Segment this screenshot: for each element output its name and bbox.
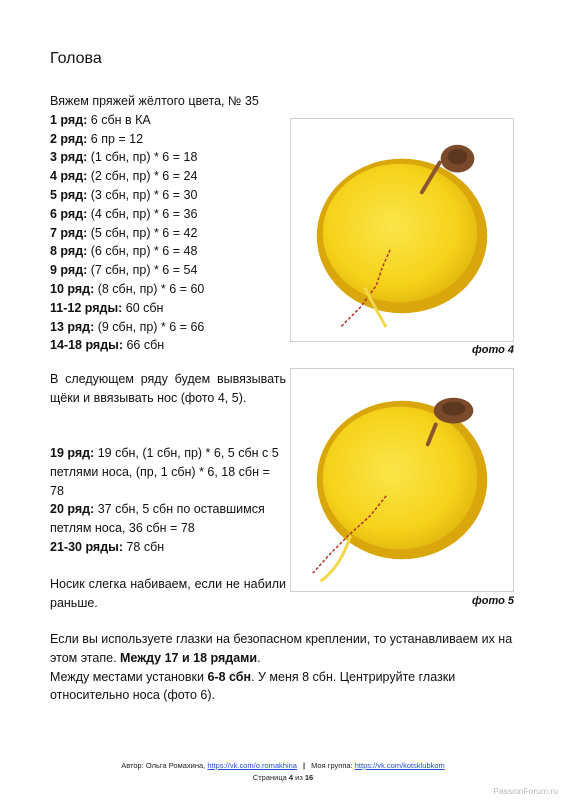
page-footer [0,760,566,784]
pattern-row [50,186,286,205]
row-list-2 [50,444,286,557]
row-label: 7 ряд: [50,225,88,240]
group-link[interactable]: https://vk.com/kotsklubkom [354,761,445,770]
eyes-text-1: Если вы используете глазки на безопасном креплении, то устанавливаем их на этом этапе. [50,632,513,665]
row-instruction: (9 сбн, пр) * 6 = 66 [94,319,205,334]
pattern-row [50,336,286,355]
eyes-rows-bold: Между 17 и 18 рядами [120,650,258,665]
row-label: 5 ряд: [50,187,88,202]
cheeks-paragraph [50,370,286,408]
pattern-row [50,167,286,186]
pattern-row [50,242,286,261]
photo-4-caption: фото 4 [472,344,514,356]
group-label: Моя группа: [311,761,355,770]
row-label: 1 ряд: [50,112,88,127]
eyes-line-2 [50,668,516,706]
row-label: 20 ряд: [50,502,95,517]
pattern-row [50,500,286,538]
pattern-row [50,299,286,318]
eyes-paragraph [50,630,516,705]
pattern-row [50,205,286,224]
crochet-head-photo-4 [291,119,513,341]
pattern-row [50,261,286,280]
nose-paragraph [50,575,286,613]
row-instruction: (8 сбн, пр) * 6 = 60 [94,281,205,296]
row-instruction: 37 сбн, 5 сбн по оставшимся петлям носа, 36 сбн = 78 [50,502,265,536]
row-instruction: 6 пр = 12 [87,131,144,146]
row-instruction: (2 сбн, пр) * 6 = 24 [87,169,198,184]
cheeks-text: В следующем ряду будем вывязывать щёки и ввязывать нос (фото 4, 5). [50,372,286,405]
row-instruction: (4 сбн, пр) * 6 = 36 [87,206,198,221]
section-heading: Голова [50,50,102,67]
row-instruction: (3 сбн, пр) * 6 = 30 [87,187,198,202]
yarn-intro: Вяжем пряжей жёлтого цвета, № 35 [50,94,259,108]
eyes-text-2a: Между местами установки [50,669,208,684]
nose-text: Носик слегка набиваем, если не набили раньше. [50,577,286,610]
row-instruction: (7 сбн, пр) * 6 = 54 [87,263,198,278]
photo-5-caption: фото 5 [472,595,514,607]
page-number [0,772,566,784]
row-label: 11-12 ряды: [50,300,123,315]
row-instruction: (1 сбн, пр) * 6 = 18 [87,150,198,165]
page-of: из [293,773,305,782]
row-instruction: 78 сбн [122,539,165,554]
row-label: 19 ряд: [50,446,95,460]
row-instruction: 66 сбн [122,338,165,353]
row-label: 21-30 ряды: [50,539,123,554]
row-instruction: 6 сбн в КА [87,112,151,127]
row-label: 4 ряд: [50,169,88,184]
pattern-row [50,148,286,167]
row-label: 2 ряд: [50,131,88,146]
rows-block-2 [50,444,286,557]
row-instruction: 60 сбн [122,300,164,315]
row-label: 10 ряд: [50,281,95,296]
pattern-row [50,538,286,557]
row-label: 14-18 ряды: [50,338,123,353]
row-label: 13 ряд: [50,319,95,334]
eyes-line-1 [50,630,516,668]
photo-4-image [290,118,514,342]
author-label: Автор: Ольга Ромахина, [121,761,208,770]
footer-separator: | [302,761,306,770]
rows-block-1 [50,92,286,355]
pattern-row [50,444,286,500]
row-instruction: (5 сбн, пр) * 6 = 42 [87,225,198,240]
page-total: 16 [304,773,314,782]
photo-5-image [290,368,514,592]
row-label: 8 ряд: [50,244,88,259]
pattern-row [50,280,286,299]
pattern-row [50,224,286,243]
row-label: 6 ряд: [50,206,88,221]
pattern-row [50,130,286,149]
pattern-row [50,111,286,130]
eyes-text-2b: . У меня 8 сбн. Центрируйте глазки относительно носа (фото 6). [50,669,456,703]
page-current: 4 [288,773,294,782]
page-prefix: Страница [252,773,289,782]
crochet-head-photo-5 [291,369,513,591]
author-link[interactable]: https://vk.com/o.romakhina [207,761,297,770]
eyes-text-1-end: . [257,650,261,665]
site-watermark: PassionForum.ru [493,786,558,796]
footer-credits [0,760,566,772]
row-instruction: (6 сбн, пр) * 6 = 48 [87,244,198,259]
eyes-sbn-bold: 6-8 сбн [207,669,252,684]
row-instruction: 19 сбн, (1 сбн, пр) * 6, 5 сбн с 5 петлями носа, (пр, 1 сбн) * 6, 18 сбн = 78 [50,446,279,498]
row-label: 9 ряд: [50,263,88,278]
pattern-row [50,318,286,337]
row-label: 3 ряд: [50,150,88,165]
row-list-1 [50,111,286,355]
